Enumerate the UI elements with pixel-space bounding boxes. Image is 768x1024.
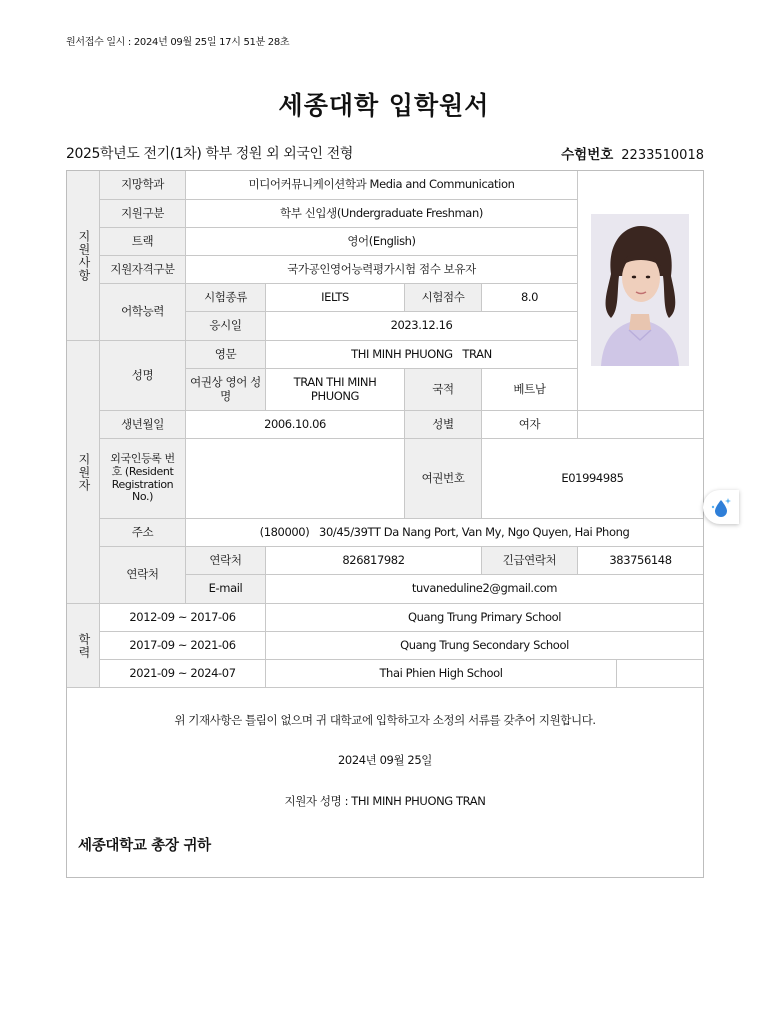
applicant-photo — [591, 214, 689, 366]
declaration-date: 2024년 09월 25일 — [338, 753, 432, 767]
type-value: 학부 신입생(Undergraduate Freshman) — [186, 200, 578, 228]
test-date-value: 2023.12.16 — [266, 312, 578, 341]
phone-label: 연락처 — [186, 547, 266, 575]
phone-value: 826817982 — [266, 547, 482, 575]
admission-type: 2025학년도 전기(1차) 학부 정원 외 외국인 전형 — [66, 146, 353, 162]
declaration-signature: 지원자 성명 : THI MINH PHUONG TRAN — [284, 794, 486, 808]
gender-label: 성별 — [405, 411, 482, 439]
alien-registration-label: 외국인등록 번호 (Resident Registration No.) — [100, 439, 186, 519]
section-applicant-label: 지원자 — [76, 452, 91, 492]
gender-spacer — [578, 411, 703, 439]
education-period: 2017-09 ~ 2021-06 — [100, 632, 266, 660]
test-type-label: 시험종류 — [186, 284, 266, 312]
english-name-label: 영문 — [186, 341, 266, 369]
passport-number-value: E01994985 — [482, 439, 703, 519]
major-label: 지망학과 — [100, 171, 186, 200]
section-applicant — [67, 341, 100, 604]
water-drop-sparkle-icon — [709, 495, 733, 519]
track-value: 영어(English) — [186, 228, 578, 256]
nationality-value: 베트남 — [482, 369, 578, 411]
education-school: Quang Trung Primary School — [266, 604, 703, 632]
education-school: Quang Trung Secondary School — [266, 632, 703, 660]
passport-number-label: 여권번호 — [405, 439, 482, 519]
section-application-label: 지원사항 — [76, 229, 91, 282]
test-score-label: 시험점수 — [405, 284, 482, 312]
education-period: 2021-09 ~ 2024-07 — [100, 660, 266, 688]
addressee: 세종대학교 총장 귀하 — [78, 838, 211, 854]
address-value: (180000) 30/45/39TT Da Nang Port, Van My, Ngo Quyen, Hai Phong — [186, 519, 703, 547]
emergency-value: 383756148 — [578, 547, 703, 575]
test-date-label: 응시일 — [186, 312, 266, 341]
track-label: 트랙 — [100, 228, 186, 256]
email-value: tuvaneduline2@gmail.com — [266, 575, 703, 604]
exam-number — [561, 143, 704, 163]
dob-value: 2006.10.06 — [186, 411, 405, 439]
email-label: E-mail — [186, 575, 266, 604]
education-period: 2012-09 ~ 2017-06 — [100, 604, 266, 632]
type-label: 지원구분 — [100, 200, 186, 228]
nationality-label: 국적 — [405, 369, 482, 411]
passport-name-value: TRAN THI MINH PHUONG — [266, 369, 405, 411]
emergency-label: 긴급연락처 — [482, 547, 578, 575]
declaration — [67, 688, 703, 878]
major-value: 미디어커뮤니케이션학과 Media and Communication — [186, 171, 578, 200]
qualification-value: 국가공인영어능력평가시험 점수 보유자 — [186, 256, 578, 284]
education-school: Thai Phien High School — [266, 660, 617, 688]
exam-number-value: 2233510018 — [621, 148, 704, 163]
passport-name-label: 여권상 영어 성명 — [186, 369, 266, 411]
name-label: 성명 — [100, 341, 186, 411]
section-education — [67, 604, 100, 688]
received-timestamp: 원서접수 일시 : 2024년 09월 25일 17시 51분 28초 — [66, 37, 290, 48]
alien-registration-value — [186, 439, 405, 519]
english-name-value: THI MINH PHUONG TRAN — [266, 341, 578, 369]
section-application — [67, 171, 100, 341]
address-label: 주소 — [100, 519, 186, 547]
declaration-statement: 위 기재사항은 틀림이 없으며 귀 대학교에 입학하고자 소정의 서류를 갖추어 지원합니다. — [174, 713, 596, 727]
dob-label: 생년월일 — [100, 411, 186, 439]
test-type-value: IELTS — [266, 284, 405, 312]
contact-label: 연락처 — [100, 547, 186, 604]
floating-assistant-button[interactable] — [703, 490, 739, 524]
test-score-value: 8.0 — [482, 284, 578, 312]
gender-value: 여자 — [482, 411, 578, 439]
language-label: 어학능력 — [100, 284, 186, 341]
qualification-label: 지원자격구분 — [100, 256, 186, 284]
page-title: 세종대학 입학원서 — [278, 91, 490, 120]
education-empty — [617, 660, 703, 688]
exam-number-label: 수험번호 — [561, 147, 614, 163]
section-education-label: 학력 — [76, 632, 91, 659]
application-form — [66, 170, 704, 878]
